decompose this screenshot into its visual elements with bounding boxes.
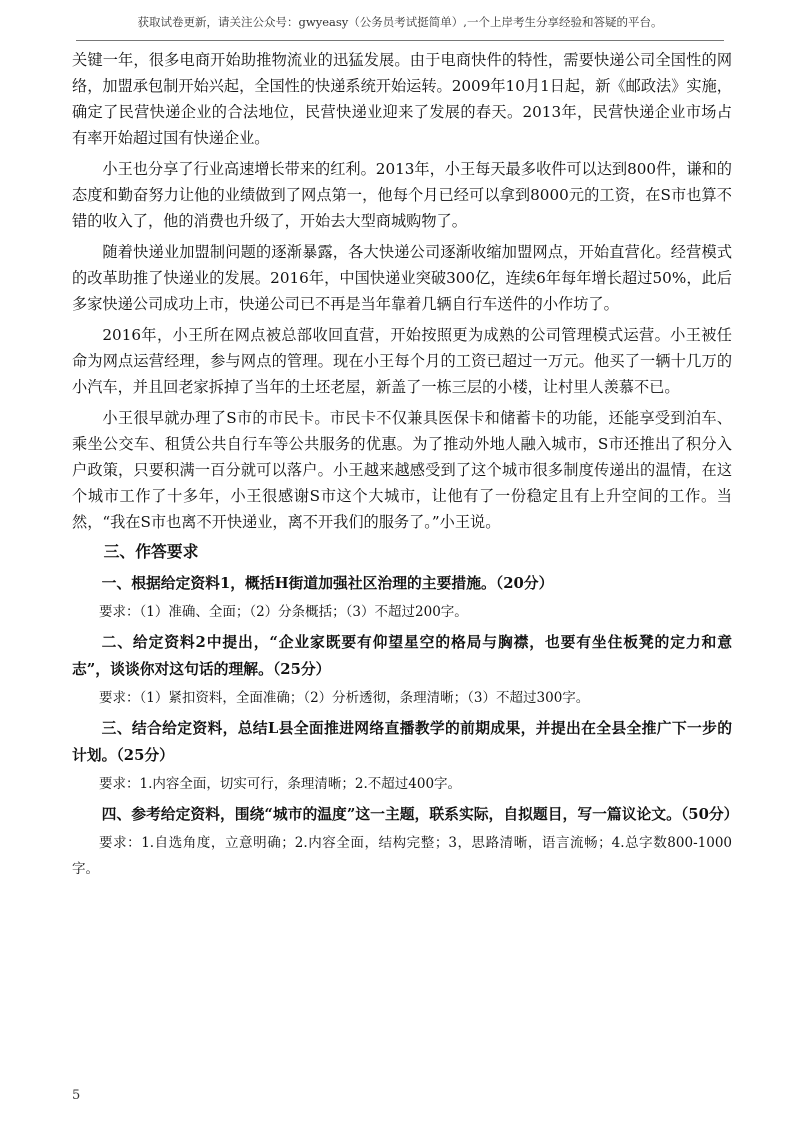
header-divider bbox=[76, 40, 724, 41]
body-paragraph-4: 2016年，小王所在网点被总部收回直营，开始按照更为成熟的公司管理模式运营。小王被任命为网点运营经理，参与网点的管理。现在小王每个月的工资已超过一万元。他买了一辆十几万的小汽车，并且回老家拆掉了当年的土坯老屋，新盖了一栋三层的小楼，让村里人羡慕不已。 bbox=[72, 326, 732, 396]
body-paragraph-5: 小王很早就办理了S市的市民卡。市民卡不仅兼具医保卡和储蓄卡的功能，还能享受到泊车、乘坐公交车、租赁公共自行车等公共服务的优惠。为了推动外地人融入城市，S市还推出了积分入户政策，只要积满一百分就可以落户。小王越来越感受到了这个城市很多制度传递出的温情，在这个城市工作了十多年，小王很感谢S市这个大城市，让他有了一份稳定且有上升空间的工作。当然，“我在S市也离不开快递业，离不开我们的服务了。”小王说。 bbox=[72, 409, 732, 531]
header-notice: 获取试卷更新，请关注公众号：gwyeasy（公务员考试挺简单）,一个上岸考生分享经验和答疑的平台。 bbox=[137, 15, 663, 29]
question-3-requirement: 要求：1.内容全面，切实可行，条理清晰；2.不超过400字。 bbox=[99, 776, 462, 792]
section-title: 三、作答要求 bbox=[103, 542, 199, 561]
question-1-requirement: 要求：（1）准确、全面；（2）分条概括；（3）不超过200字。 bbox=[99, 604, 468, 620]
body-paragraph-3: 随着快递业加盟制问题的逐渐暴露，各大快递公司逐渐收缩加盟网点，开始直营化。经营模式的改革助推了快递业的发展。2016年，中国快递业突破300亿，连续6年每年增长超过50%，此后多家快递公司成功上市，快递公司已不再是当年靠着几辆自行车送件的小作坊了。 bbox=[72, 243, 732, 313]
page-header bbox=[0, 0, 800, 44]
question-4-title: 四、参考给定资料，围绕“城市的温度”这一主题，联系实际，自拟题目，写一篇议论文。（50分） bbox=[101, 806, 739, 823]
question-4-requirement: 要求：1.自选角度，立意明确；2.内容全面，结构完整；3，思路清晰，语言流畅；4.总字数800-1000字。 bbox=[72, 835, 732, 877]
question-2-title: 二、给定资料2中提出，“企业家既要有仰望星空的格局与胸襟，也要有坐住板凳的定力和意志”，谈谈你对这句话的理解。（25分） bbox=[72, 634, 732, 678]
question-3-title: 三、结合给定资料，总结L县全面推进网络直播教学的前期成果，并提出在全县全推广下一步的计划。（25分） bbox=[72, 720, 732, 764]
body-paragraph-1: 关键一年，很多电商开始助推物流业的迅猛发展。由于电商快件的特性，需要快递公司全国性的网络，加盟承包制开始兴起，全国性的快递系统开始运转。2009年10月1日起，新《邮政法》实施，确定了民营快递企业的合法地位，民营快递业迎来了发展的春天。2013年，民营快递企业市场占有率开始超过国有快递企业。 bbox=[72, 51, 732, 147]
document-body bbox=[72, 47, 739, 882]
body-paragraph-2: 小王也分享了行业高速增长带来的红利。2013年，小王每天最多收件可以达到800件，谦和的态度和勤奋努力让他的业绩做到了网点第一，他每个月已经可以拿到8000元的工资，在S市也算不错的收入了，他的消费也升级了，开始去大型商城购物了。 bbox=[72, 160, 732, 230]
question-2-requirement: 要求：（1）紧扣资料，全面准确；（2）分析透彻，条理清晰；（3）不超过300字。 bbox=[99, 690, 590, 706]
page-number: 5 bbox=[72, 1088, 81, 1103]
question-1-title: 一、根据给定资料1，概括H街道加强社区治理的主要措施。（20分） bbox=[101, 575, 554, 592]
